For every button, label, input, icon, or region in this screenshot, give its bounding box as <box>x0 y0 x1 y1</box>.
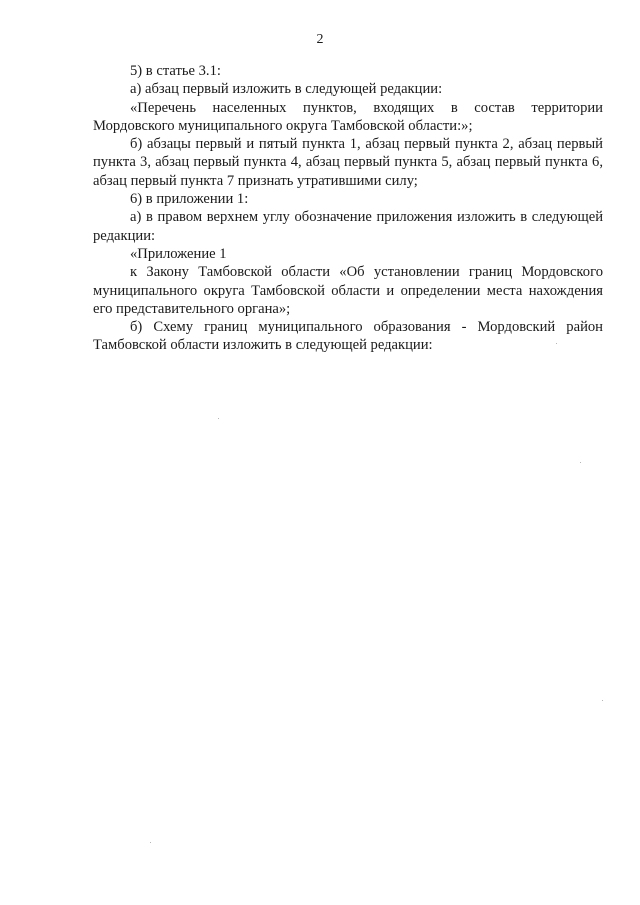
scan-speck <box>218 418 219 419</box>
paragraph-item-a-appendix-label: а) в правом верхнем углу обозначение приложения изложить в следующей редакции: <box>93 209 603 244</box>
page-number: 2 <box>316 32 324 47</box>
scan-speck <box>580 462 581 463</box>
paragraph-item-b-repeal: б) абзацы первый и пятый пункта 1, абзац первый пункта 2, абзац первый пункта 3, абзац первый пункта 4, абзац первый пункта 5, абзац первый пункта 6, абзац первый пункта 7 признать утратившими силу; <box>93 136 603 189</box>
paragraph-article-3-1: 5) в статье 3.1: <box>130 63 221 79</box>
scan-speck <box>556 343 557 344</box>
paragraph-appendix-title-quote: «Приложение 1 <box>130 245 227 262</box>
scan-speck <box>150 842 151 843</box>
paragraph-settlements-list-quote: «Перечень населенных пунктов, входящих в состав территории Мордовского муниципального округа Тамбовской области:»; <box>93 99 603 134</box>
paragraph-law-reference: к Закону Тамбовской области «Об установлении границ Мордовского муниципального округа Тамбовской области и определении места нахождения его представительного органа»; <box>93 264 603 317</box>
paragraph-appendix-1: 6) в приложении 1: <box>130 191 249 208</box>
document-body <box>93 62 603 355</box>
scan-speck <box>602 700 603 701</box>
paragraph-item-a-first-para: а) абзац первый изложить в следующей редакции: <box>130 81 443 98</box>
paragraph-item-b-boundary-scheme: б) Схему границ муниципального образования - Мордовский район Тамбовской области изложить в следующей редакции: <box>93 319 603 354</box>
